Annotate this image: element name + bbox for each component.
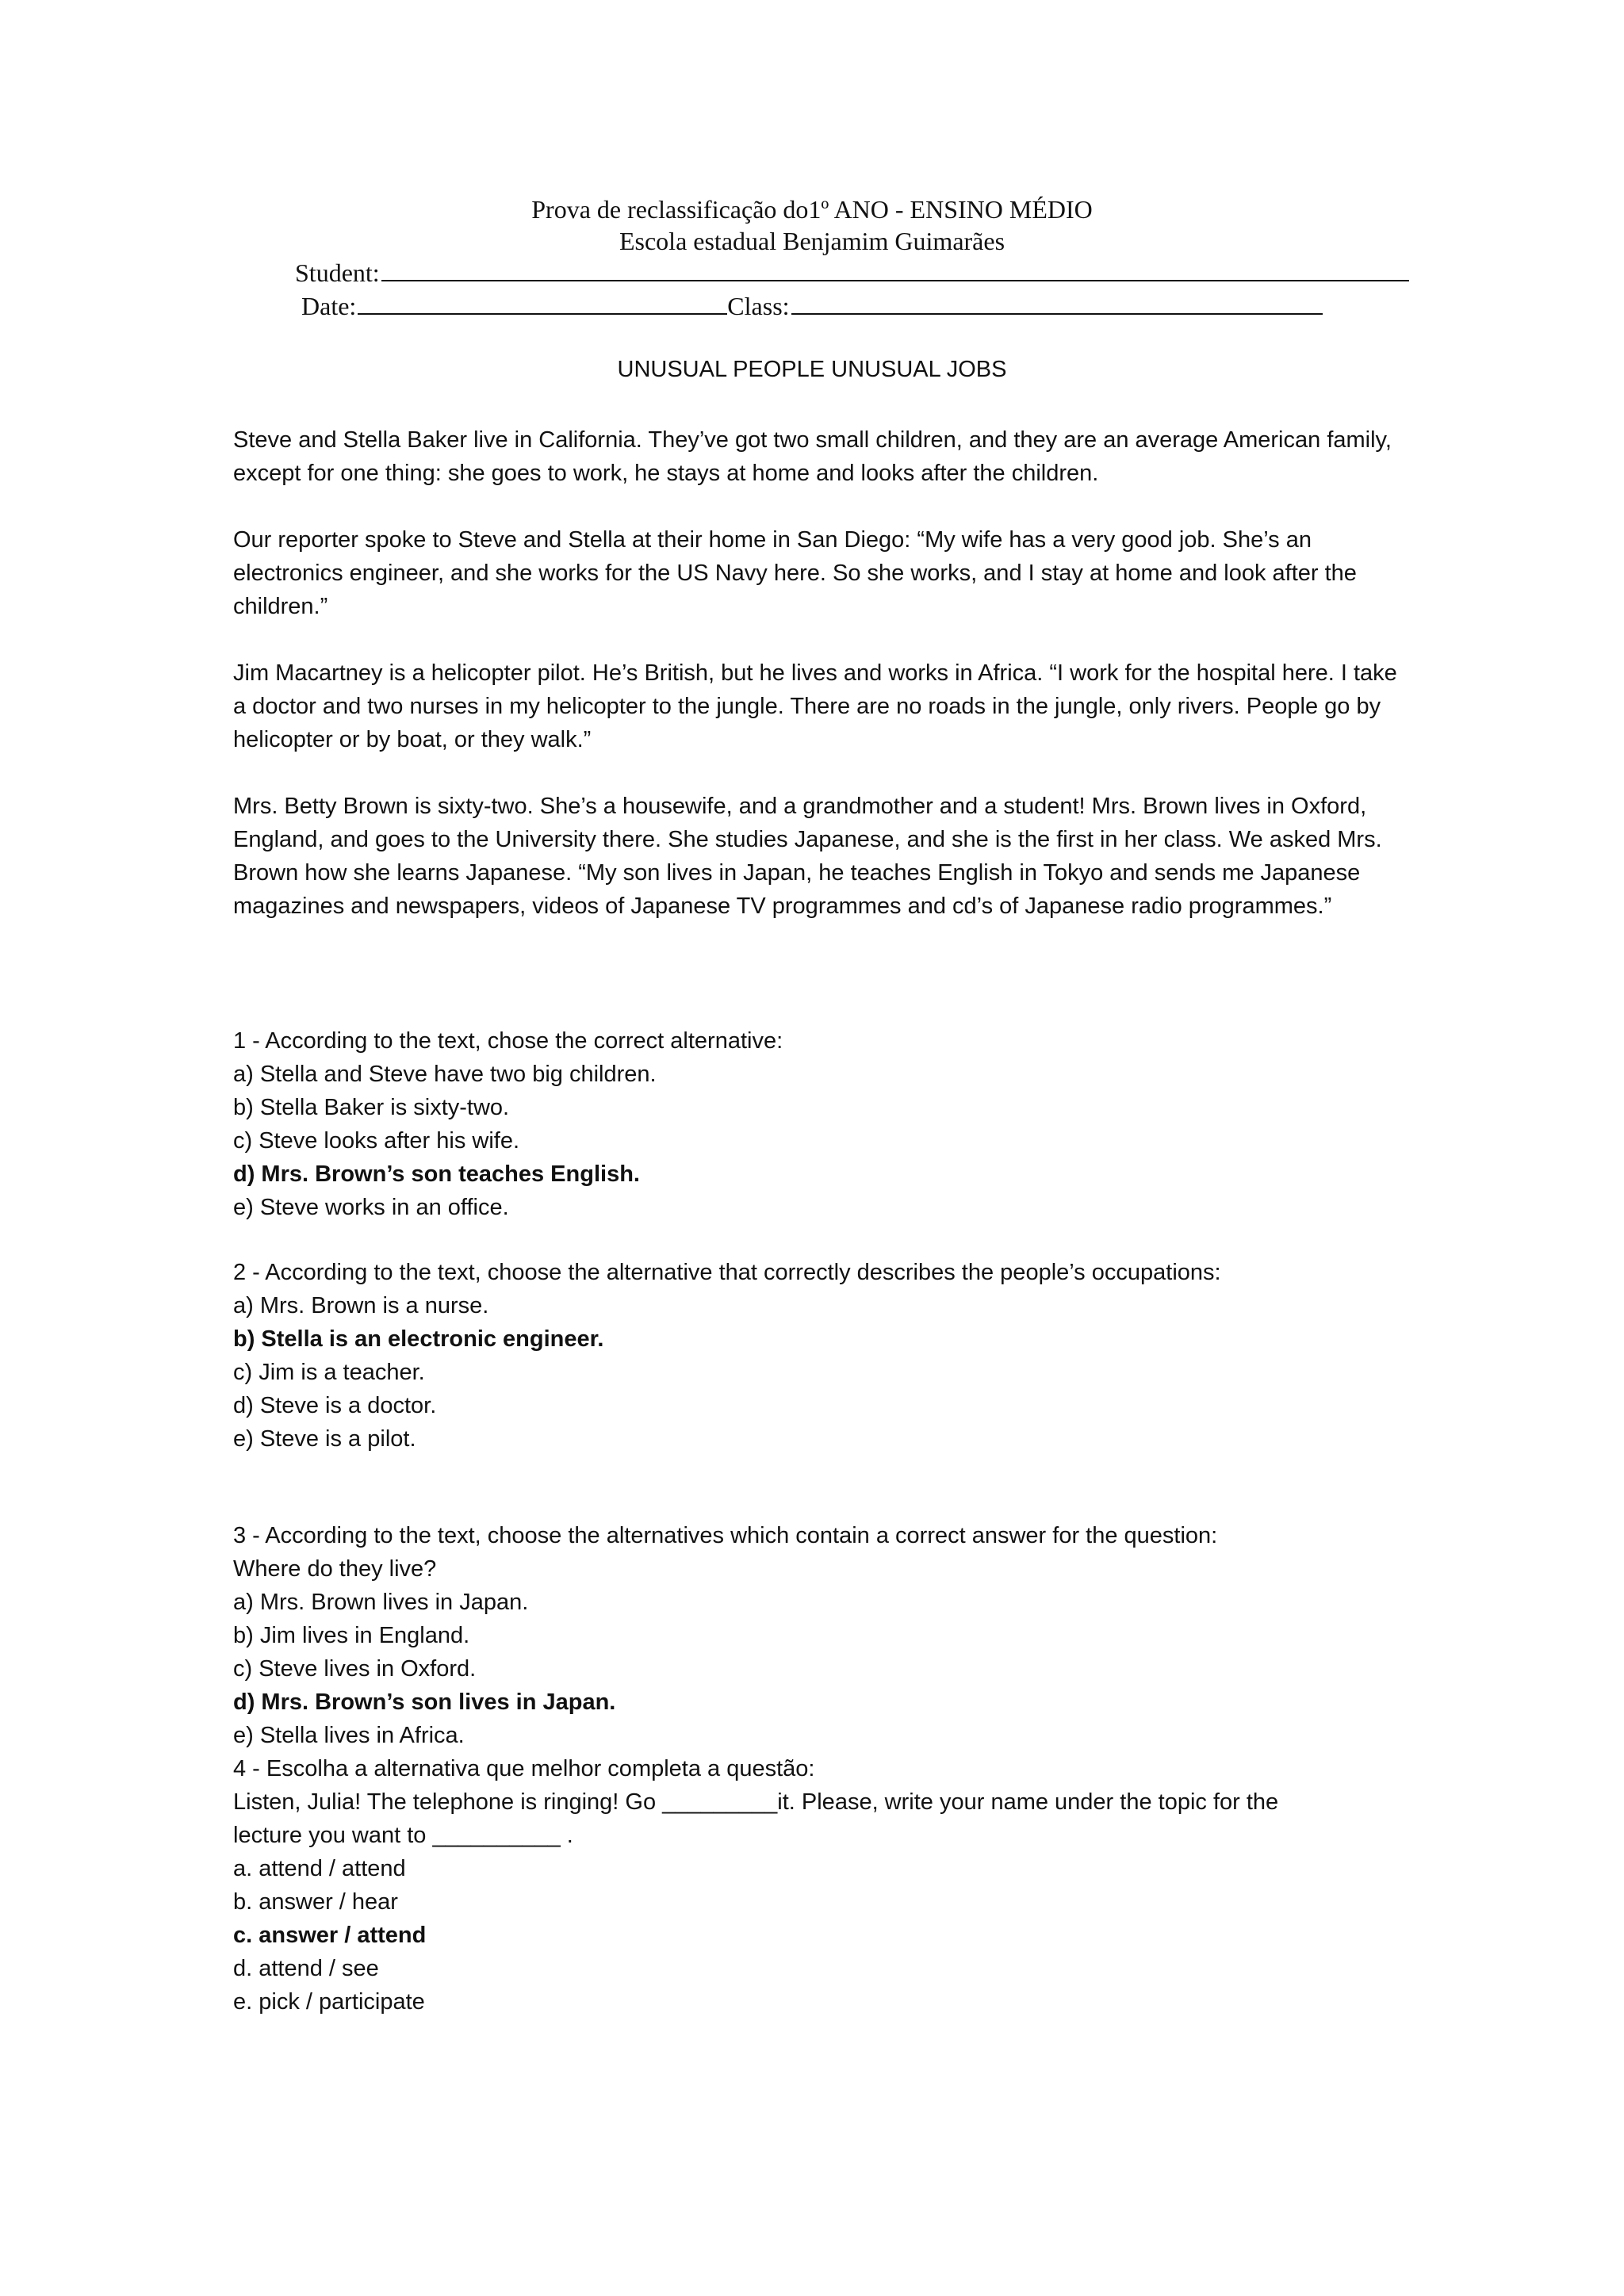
option-d-correct: d) Mrs. Brown’s son lives in Japan. [233,1689,616,1715]
question-prompt: 3 - According to the text, choose the alternatives which contain a correct answer for the question: [233,1523,1218,1548]
option-d: d) Steve is a doctor. [233,1393,437,1418]
option-c: c) Steve looks after his wife. [233,1128,520,1154]
option-a: a. attend / attend [233,1856,406,1881]
date-blank[interactable] [358,291,727,315]
question-subprompt: Listen, Julia! The telephone is ringing! Go _________it. Please, write your name under the topic for the [233,1789,1279,1815]
option-b-correct: b) Stella is an electronic engineer. [233,1326,604,1352]
option-b: b) Stella Baker is sixty-two. [233,1095,510,1120]
option-c: c) Jim is a teacher. [233,1360,425,1385]
option-b: b. answer / hear [233,1889,398,1915]
question-prompt: 4 - Escolha a alternativa que melhor completa a questão: [233,1756,815,1781]
paragraph-text: Jim Macartney is a helicopter pilot. He’s British, but he lives and works in Africa. “I work for the hospital here. I take a doctor and two nurses in my helicopter to the jungle. There are no roads in the jungle, only rivers. People go by helicopter or by boat, or they walk.” [233,660,1397,752]
reading-paragraph [233,523,1407,623]
student-field [295,257,1409,289]
school-name: Escola estadual Benjamim Guimarães [619,227,1005,255]
exam-title: Prova de reclassificação do1º ANO - ENSINO MÉDIO [531,195,1093,224]
option-d-correct: d) Mrs. Brown’s son teaches English. [233,1161,640,1187]
student-label: Student: [295,258,380,287]
question-subprompt: lecture you want to __________ . [233,1823,573,1848]
question-2 [233,1256,1407,1456]
option-e: e) Steve is a pilot. [233,1426,416,1452]
question-1 [233,1024,1407,1224]
option-a: a) Mrs. Brown is a nurse. [233,1293,489,1318]
paragraph-text: Steve and Stella Baker live in California. They’ve got two small children, and they are an average American family, except for one thing: she goes to work, he stays at home and looks after the children. [233,427,1392,486]
paragraph-text: Our reporter spoke to Steve and Stella at their home in San Diego: “My wife has a very good job. She’s an electronics engineer, and she works for the US Navy here. So she works, and I stay at home and look after the children.” [233,527,1357,619]
reading-paragraph [233,423,1407,490]
class-blank[interactable] [791,291,1323,315]
option-c: c) Steve lives in Oxford. [233,1656,477,1682]
class-label: Class: [727,292,790,320]
option-c-correct: c. answer / attend [233,1923,427,1948]
reading-paragraph [233,656,1407,756]
question-4 [233,1752,1407,2019]
question-subprompt: Where do they live? [233,1556,437,1582]
date-class-field [301,290,1323,322]
question-prompt: 2 - According to the text, choose the alternative that correctly describes the people’s occupations: [233,1260,1221,1285]
question-3 [233,1519,1407,1752]
option-d: d. attend / see [233,1956,379,1981]
option-e: e) Stella lives in Africa. [233,1723,465,1748]
option-e: e) Steve works in an office. [233,1195,509,1220]
question-prompt: 1 - According to the text, chose the correct alternative: [233,1028,783,1054]
reading-title: UNUSUAL PEOPLE UNUSUAL JOBS [617,357,1007,382]
student-blank[interactable] [381,258,1409,281]
option-e: e. pick / participate [233,1989,425,2015]
option-b: b) Jim lives in England. [233,1623,470,1648]
date-label: Date: [301,292,357,320]
option-a: a) Stella and Steve have two big children. [233,1062,657,1087]
reading-paragraph [233,790,1407,923]
option-a: a) Mrs. Brown lives in Japan. [233,1590,529,1615]
paragraph-text: Mrs. Betty Brown is sixty-two. She’s a housewife, and a grandmother and a student! Mrs. Brown lives in Oxford, England, and goes to the University there. She studies Japanese, and she is the first in her class. We asked Mrs. Brown how she learns Japanese. “My son lives in Japan, he teaches English in Tokyo and sends me Japanese magazines and newspapers, videos of Japanese TV programmes and cd’s of Japanese radio programmes.” [233,794,1382,919]
